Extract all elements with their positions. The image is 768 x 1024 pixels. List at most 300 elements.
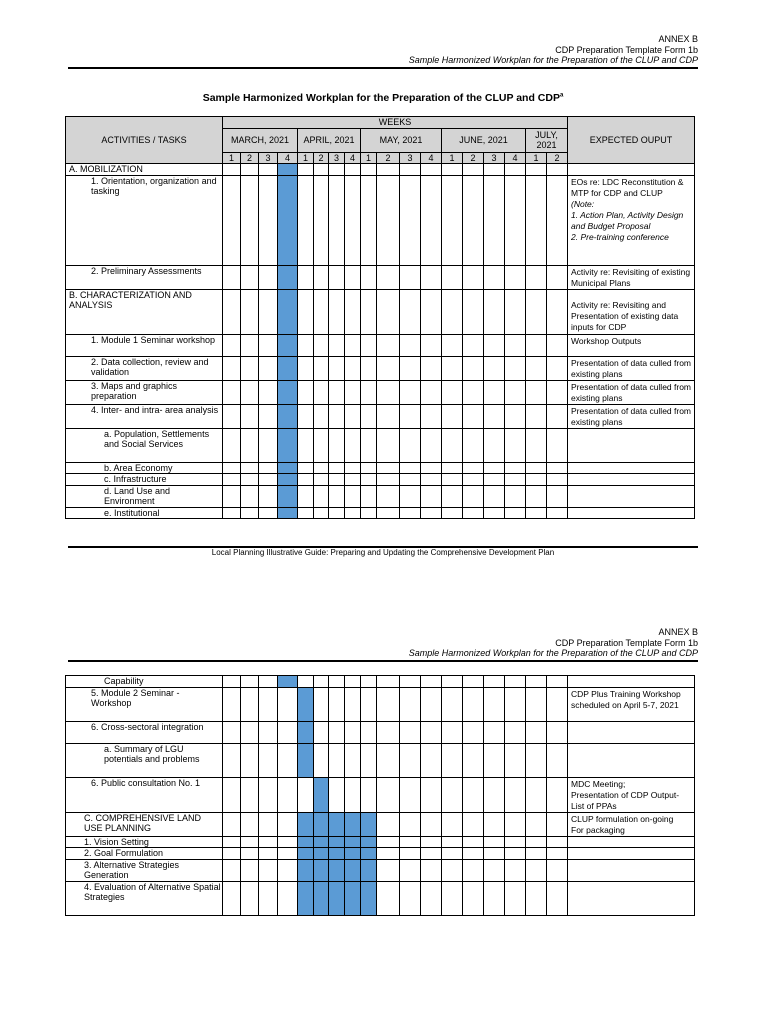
week-cell — [547, 265, 568, 289]
week-cell — [241, 289, 259, 334]
week-cell — [241, 507, 259, 519]
week-cell — [361, 462, 377, 474]
week-cell — [329, 175, 345, 265]
output-cell — [568, 380, 695, 404]
week-cell — [259, 859, 278, 881]
week-cell — [377, 356, 400, 380]
week-number: 1 — [223, 152, 241, 164]
week-cell — [223, 462, 241, 474]
activity-cell: 2. Goal Formulation — [66, 848, 223, 860]
schedule-bar — [278, 474, 298, 486]
header-rule — [68, 67, 698, 69]
week-cell — [421, 507, 442, 519]
output-cell — [568, 721, 695, 743]
week-cell — [361, 507, 377, 519]
week-cell — [547, 836, 568, 848]
schedule-bar — [345, 848, 361, 860]
week-cell — [259, 164, 278, 176]
week-cell — [314, 721, 329, 743]
week-cell — [241, 404, 259, 428]
week-cell — [377, 265, 400, 289]
output-cell — [568, 507, 695, 519]
week-cell — [377, 404, 400, 428]
week-cell — [377, 474, 400, 486]
week-cell — [442, 485, 463, 507]
week-cell — [241, 164, 259, 176]
week-cell — [400, 289, 421, 334]
week-cell — [442, 404, 463, 428]
week-cell — [400, 404, 421, 428]
week-cell — [547, 812, 568, 836]
output-cell — [568, 777, 695, 812]
week-cell — [361, 743, 377, 777]
week-cell — [484, 428, 505, 462]
table-row — [66, 175, 695, 265]
week-cell — [259, 743, 278, 777]
week-number: 2 — [314, 152, 329, 164]
week-cell — [298, 474, 314, 486]
week-cell — [505, 777, 526, 812]
schedule-bar — [361, 848, 377, 860]
week-cell — [259, 265, 278, 289]
week-number: 1 — [442, 152, 463, 164]
week-cell — [421, 721, 442, 743]
week-cell — [259, 676, 278, 688]
week-cell — [421, 334, 442, 356]
week-cell — [259, 334, 278, 356]
week-cell — [223, 289, 241, 334]
output-line: Presentation of CDP Output-List of PPAs — [571, 789, 680, 811]
week-cell — [526, 743, 547, 777]
week-cell — [259, 881, 278, 915]
output-line: CDP Plus Training Workshop scheduled on April 5-7, 2021 — [571, 688, 681, 710]
activity-cell: e. Institutional — [66, 507, 223, 519]
activity-cell: d. Land Use and Environment — [66, 485, 223, 507]
week-cell — [421, 676, 442, 688]
week-cell — [400, 743, 421, 777]
week-number: 4 — [421, 152, 442, 164]
output-cell — [568, 676, 695, 688]
week-cell — [314, 485, 329, 507]
week-cell — [526, 404, 547, 428]
table-row — [66, 289, 695, 334]
week-cell — [298, 265, 314, 289]
week-cell — [329, 507, 345, 519]
schedule-bar — [314, 881, 329, 915]
week-cell — [314, 428, 329, 462]
week-cell — [505, 462, 526, 474]
week-cell — [400, 356, 421, 380]
output-line: Presentation of data culled from existing plans — [571, 381, 692, 403]
schedule-bar — [278, 485, 298, 507]
month-header: APRIL, 2021 — [298, 128, 361, 152]
week-cell — [377, 462, 400, 474]
week-cell — [361, 265, 377, 289]
week-cell — [377, 428, 400, 462]
output-cell — [568, 462, 695, 474]
week-number: 2 — [547, 152, 568, 164]
schedule-bar — [329, 836, 345, 848]
week-cell — [484, 848, 505, 860]
schedule-bar — [298, 836, 314, 848]
week-cell — [463, 265, 484, 289]
table-row — [66, 812, 695, 836]
week-cell — [361, 676, 377, 688]
week-cell — [241, 721, 259, 743]
week-cell — [241, 777, 259, 812]
week-cell — [442, 687, 463, 721]
week-cell — [547, 881, 568, 915]
week-cell — [241, 676, 259, 688]
week-cell — [345, 289, 361, 334]
week-cell — [547, 380, 568, 404]
week-number: 2 — [377, 152, 400, 164]
week-cell — [421, 836, 442, 848]
output-cell — [568, 289, 695, 334]
week-cell — [547, 474, 568, 486]
schedule-bar — [278, 164, 298, 176]
schedule-bar — [298, 848, 314, 860]
output-cell — [568, 428, 695, 462]
week-cell — [421, 777, 442, 812]
activity-cell: 4. Evaluation of Alternative Spatial Strategies — [66, 881, 223, 915]
schedule-bar — [278, 462, 298, 474]
week-cell — [463, 743, 484, 777]
week-cell — [421, 175, 442, 265]
week-cell — [547, 485, 568, 507]
schedule-bar — [278, 676, 298, 688]
month-header: JULY, 2021 — [526, 128, 568, 152]
week-cell — [259, 175, 278, 265]
weeks-header: WEEKS — [223, 117, 568, 129]
activity-cell: B. CHARACTERIZATION AND ANALYSIS — [66, 289, 223, 334]
table-row — [66, 507, 695, 519]
week-cell — [442, 881, 463, 915]
week-cell — [442, 289, 463, 334]
week-number: 3 — [400, 152, 421, 164]
week-cell — [314, 175, 329, 265]
week-cell — [298, 676, 314, 688]
table-row — [66, 836, 695, 848]
week-cell — [314, 289, 329, 334]
week-cell — [421, 428, 442, 462]
table-row — [66, 721, 695, 743]
week-cell — [377, 687, 400, 721]
schedule-bar — [345, 859, 361, 881]
week-cell — [329, 289, 345, 334]
output-line: Activity re: Revisiting of existing Municipal Plans — [571, 266, 691, 288]
week-number: 1 — [298, 152, 314, 164]
week-cell — [442, 164, 463, 176]
week-cell — [484, 687, 505, 721]
week-cell — [505, 507, 526, 519]
page-footer: Local Planning Illustrative Guide: Preparing and Updating the Comprehensive Development Plan — [211, 548, 555, 557]
week-cell — [400, 428, 421, 462]
week-cell — [223, 356, 241, 380]
week-cell — [421, 289, 442, 334]
week-cell — [298, 289, 314, 334]
week-cell — [345, 334, 361, 356]
week-cell — [377, 836, 400, 848]
week-cell — [463, 175, 484, 265]
output-cell — [568, 743, 695, 777]
week-cell — [547, 507, 568, 519]
week-cell — [329, 404, 345, 428]
week-cell — [421, 265, 442, 289]
week-cell — [329, 777, 345, 812]
week-cell — [259, 289, 278, 334]
week-cell — [463, 676, 484, 688]
activity-cell: 6. Public consultation No. 1 — [66, 777, 223, 812]
week-cell — [400, 687, 421, 721]
table-row — [66, 334, 695, 356]
output-line: Workshop Outputs — [571, 335, 642, 346]
form-label: CDP Preparation Template Form 1b — [555, 44, 698, 55]
week-cell — [463, 380, 484, 404]
page1-header — [409, 34, 698, 66]
activity-cell: A. MOBILIZATION — [66, 164, 223, 176]
week-cell — [377, 777, 400, 812]
week-cell — [278, 859, 298, 881]
week-cell — [442, 743, 463, 777]
schedule-bar — [298, 721, 314, 743]
week-cell — [547, 462, 568, 474]
week-number: 1 — [361, 152, 377, 164]
week-cell — [484, 721, 505, 743]
schedule-bar — [298, 881, 314, 915]
week-cell — [505, 812, 526, 836]
week-cell — [345, 474, 361, 486]
week-cell — [442, 380, 463, 404]
activity-cell: 3. Alternative Strategies Generation — [66, 859, 223, 881]
week-cell — [259, 721, 278, 743]
schedule-bar — [278, 334, 298, 356]
table-row — [66, 428, 695, 462]
activities-header: ACTIVITIES / TASKS — [66, 117, 223, 164]
week-cell — [345, 485, 361, 507]
week-cell — [223, 859, 241, 881]
week-cell — [484, 777, 505, 812]
month-header: JUNE, 2021 — [442, 128, 526, 152]
table-row — [66, 881, 695, 915]
week-cell — [361, 721, 377, 743]
week-cell — [278, 743, 298, 777]
week-cell — [484, 474, 505, 486]
week-cell — [278, 777, 298, 812]
week-cell — [400, 676, 421, 688]
activity-cell: 4. Inter- and intra- area analysis — [66, 404, 223, 428]
week-cell — [505, 676, 526, 688]
week-cell — [400, 881, 421, 915]
week-cell — [547, 175, 568, 265]
week-cell — [223, 474, 241, 486]
output-cell — [568, 859, 695, 881]
activity-cell: b. Area Economy — [66, 462, 223, 474]
week-cell — [547, 743, 568, 777]
week-cell — [421, 848, 442, 860]
output-line: Presentation of data culled from existing plans — [571, 405, 692, 427]
week-cell — [463, 485, 484, 507]
schedule-bar — [278, 356, 298, 380]
week-cell — [345, 507, 361, 519]
week-cell — [505, 380, 526, 404]
week-cell — [400, 485, 421, 507]
week-cell — [526, 428, 547, 462]
week-cell — [223, 848, 241, 860]
week-number: 2 — [241, 152, 259, 164]
week-cell — [377, 812, 400, 836]
week-cell — [361, 289, 377, 334]
week-cell — [329, 334, 345, 356]
week-cell — [463, 721, 484, 743]
week-cell — [421, 462, 442, 474]
week-cell — [361, 404, 377, 428]
week-cell — [547, 356, 568, 380]
week-cell — [442, 676, 463, 688]
week-cell — [241, 836, 259, 848]
week-cell — [463, 404, 484, 428]
schedule-bar — [278, 428, 298, 462]
week-cell — [361, 777, 377, 812]
week-cell — [442, 428, 463, 462]
week-cell — [526, 356, 547, 380]
week-cell — [345, 721, 361, 743]
week-cell — [345, 428, 361, 462]
week-cell — [298, 380, 314, 404]
output-line: MDC Meeting; — [571, 778, 626, 789]
week-cell — [505, 428, 526, 462]
week-cell — [547, 777, 568, 812]
week-cell — [421, 859, 442, 881]
schedule-bar — [329, 848, 345, 860]
week-cell — [377, 859, 400, 881]
week-cell — [526, 881, 547, 915]
week-cell — [345, 777, 361, 812]
week-cell — [442, 462, 463, 474]
week-number: 3 — [259, 152, 278, 164]
week-cell — [526, 812, 547, 836]
week-cell — [526, 721, 547, 743]
week-cell — [463, 687, 484, 721]
week-cell — [463, 812, 484, 836]
output-cell — [568, 164, 695, 176]
week-cell — [442, 859, 463, 881]
week-cell — [377, 289, 400, 334]
week-cell — [329, 428, 345, 462]
week-cell — [463, 289, 484, 334]
week-cell — [505, 859, 526, 881]
week-cell — [241, 812, 259, 836]
week-cell — [526, 334, 547, 356]
week-cell — [223, 265, 241, 289]
week-cell — [400, 848, 421, 860]
week-cell — [484, 743, 505, 777]
output-cell — [568, 474, 695, 486]
table-row — [66, 743, 695, 777]
week-cell — [526, 289, 547, 334]
week-cell — [421, 404, 442, 428]
week-cell — [377, 676, 400, 688]
week-cell — [259, 462, 278, 474]
week-cell — [547, 289, 568, 334]
week-cell — [241, 380, 259, 404]
schedule-bar — [329, 812, 345, 836]
week-cell — [526, 474, 547, 486]
week-cell — [377, 175, 400, 265]
week-cell — [505, 881, 526, 915]
week-cell — [484, 334, 505, 356]
week-cell — [421, 474, 442, 486]
week-cell — [241, 859, 259, 881]
week-cell — [505, 848, 526, 860]
output-cell — [568, 812, 695, 836]
schedule-bar — [361, 836, 377, 848]
week-cell — [421, 687, 442, 721]
week-cell — [223, 507, 241, 519]
week-cell — [547, 428, 568, 462]
output-cell — [568, 265, 695, 289]
week-cell — [463, 836, 484, 848]
month-header: MAY, 2021 — [361, 128, 442, 152]
week-cell — [505, 289, 526, 334]
week-cell — [241, 687, 259, 721]
schedule-bar — [278, 507, 298, 519]
week-cell — [314, 380, 329, 404]
week-cell — [278, 836, 298, 848]
week-cell — [484, 859, 505, 881]
week-cell — [463, 428, 484, 462]
week-cell — [345, 380, 361, 404]
table-row — [66, 485, 695, 507]
schedule-bar — [278, 380, 298, 404]
activity-cell: 3. Maps and graphics preparation — [66, 380, 223, 404]
output-cell — [568, 881, 695, 915]
week-cell — [505, 474, 526, 486]
week-cell — [526, 836, 547, 848]
workplan-table-page2 — [65, 675, 695, 916]
week-cell — [241, 334, 259, 356]
week-cell — [241, 175, 259, 265]
week-cell — [329, 743, 345, 777]
week-cell — [298, 462, 314, 474]
header-rule — [68, 660, 698, 662]
week-cell — [442, 848, 463, 860]
week-cell — [345, 265, 361, 289]
week-cell — [329, 265, 345, 289]
week-cell — [278, 812, 298, 836]
week-cell — [526, 676, 547, 688]
week-cell — [463, 164, 484, 176]
week-cell — [329, 380, 345, 404]
week-cell — [345, 175, 361, 265]
week-cell — [377, 743, 400, 777]
expected-output-header: EXPECTED OUPUT — [568, 117, 695, 164]
week-cell — [400, 474, 421, 486]
header-subtitle: Sample Harmonized Workplan for the Preparation of the CLUP and CDP — [408, 55, 698, 65]
week-cell — [526, 859, 547, 881]
week-cell — [484, 380, 505, 404]
output-line: 1. Action Plan, Activity Design and Budget Proposal — [571, 209, 684, 231]
week-cell — [314, 404, 329, 428]
schedule-bar — [361, 812, 377, 836]
output-line: CLUP formulation on-going — [571, 813, 674, 824]
schedule-bar — [278, 265, 298, 289]
week-cell — [505, 334, 526, 356]
week-cell — [400, 164, 421, 176]
week-cell — [345, 743, 361, 777]
week-cell — [547, 164, 568, 176]
week-number: 3 — [329, 152, 345, 164]
